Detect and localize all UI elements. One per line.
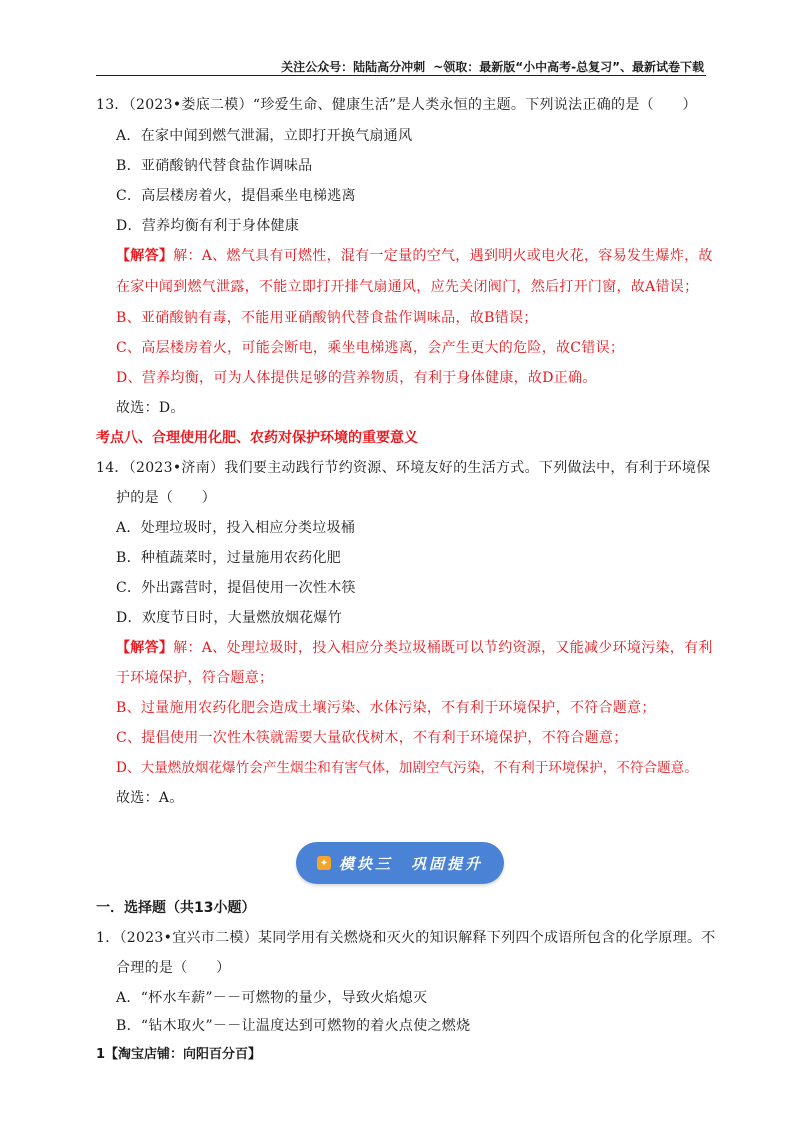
q14-option-a: A．处理垃圾时，投入相应分类垃圾桶 <box>116 520 356 536</box>
q14-answer-line-4: C、提倡使用一次性木筷就需要大量砍伐树木，不有利于环境保护，不符合题意； <box>116 730 628 746</box>
q13-answer-label: 【解答】 <box>116 248 174 264</box>
q1-stem: 1．（2023•宜兴市二模）某同学用有关燃烧和灭火的知识解释下列四个成语所包含的化学原理。不 <box>96 930 716 946</box>
q1-option-b: B．“钻木取火”－－让温度达到可燃物的着火点使之燃烧 <box>116 1018 471 1034</box>
q14-answer-line-2: 于环境保护，符合题意； <box>116 670 274 686</box>
q14-conclusion: 故选：A。 <box>116 790 184 806</box>
q14-option-b: B．种植蔬菜时，过量施用农药化肥 <box>116 550 342 566</box>
q13-stem: 13．（2023•娄底二模）“珍爱生命、健康生活”是人类永恒的主题。下列说法正确的是（ ） <box>96 97 697 113</box>
q14-option-c: C．外出露营时，提倡使用一次性木筷 <box>116 580 356 596</box>
q14-answer-line-3: B、过量施用农药化肥会造成土壤污染、水体污染，不有利于环境保护，不符合题意； <box>116 700 656 716</box>
q14-answer-line-1: 【解答】解：A、处理垃圾时，投入相应分类垃圾桶既可以节约资源，又能减少环境污染，有利 <box>116 640 713 656</box>
q14-answer-line-5: D、大量燃放烟花爆竹会产生烟尘和有害气体，加剧空气污染，不有利于环境保护，不符合题意。 <box>116 760 698 776</box>
q13-answer-line-2: 在家中闻到燃气泄露，不能立即打开排气扇通风，应先关闭阀门，然后打开门窗，故A错误； <box>116 279 699 295</box>
q13-option-a: A．在家中闻到燃气泄漏，立即打开换气扇通风 <box>116 128 413 144</box>
q13-option-c: C．高层楼房着火，提倡乘坐电梯逃离 <box>116 188 356 204</box>
header-right: ~领取：最新版“小中高考-总复习”、最新试卷下载 <box>433 60 704 74</box>
header-rule <box>96 75 706 76</box>
q14-stem-continued: 护的是（ ） <box>116 490 217 506</box>
q13-answer-line-4: C、高层楼房着火，可能会断电，乘坐电梯逃离，会产生更大的危险，故C错误； <box>116 340 625 356</box>
module-banner <box>296 842 504 884</box>
q1-option-a: A．“杯水车薪”－－可燃物的量少，导致火焰熄灭 <box>116 990 428 1006</box>
q13-option-d: D．营养均衡有利于身体健康 <box>116 218 300 234</box>
q13-answer-line-1: 【解答】解：A、燃气具有可燃性，混有一定量的空气，遇到明火或电火花，容易发生爆炸，故 <box>116 248 713 264</box>
part-heading: 一．选择题（共13小题） <box>96 900 256 916</box>
q1-stem-continued: 合理的是（ ） <box>116 960 231 976</box>
lightbulb-icon: ✦ <box>317 856 331 870</box>
q13-answer-line-5: D、营养均衡，可为人体提供足够的营养物质，有利于身体健康，故D正确。 <box>116 370 597 386</box>
page-footer: 1【淘宝店铺：向阳百分百】 <box>96 1047 262 1062</box>
q13-answer-line-3: B、亚硝酸钠有毒，不能用亚硝酸钠代替食盐作调味品，故B错误； <box>116 310 538 326</box>
section-heading: 考点八、合理使用化肥、农药对保护环境的重要意义 <box>96 430 418 446</box>
q13-option-b: B．亚硝酸钠代替食盐作调味品 <box>116 158 313 174</box>
q13-conclusion: 故选：D。 <box>116 400 185 416</box>
page-header <box>281 58 704 75</box>
q14-answer-label: 【解答】 <box>116 640 174 656</box>
header-left: 关注公众号：陆陆高分冲刺 <box>281 60 426 74</box>
module-banner-text: 模块三 巩固提升 <box>338 854 483 873</box>
q14-stem: 14．（2023•济南）我们要主动践行节约资源、环境友好的生活方式。下列做法中，有利于环境保 <box>96 460 711 476</box>
q14-option-d: D．欢度节日时，大量燃放烟花爆竹 <box>116 610 343 626</box>
